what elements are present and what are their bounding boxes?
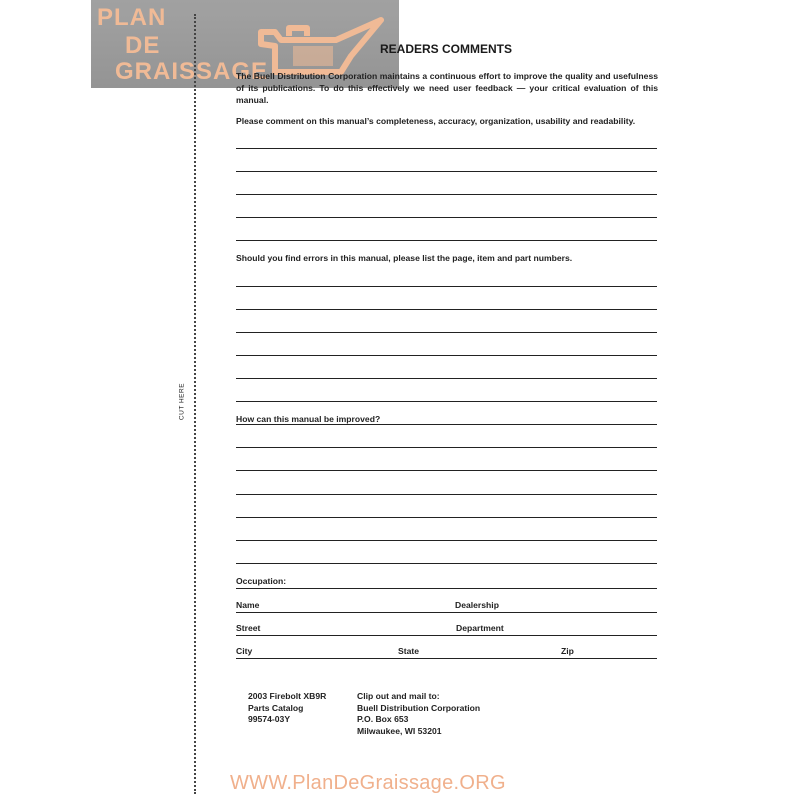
- answer-line[interactable]: [236, 424, 657, 425]
- street-department-field[interactable]: [236, 635, 657, 636]
- answer-line[interactable]: [236, 332, 657, 333]
- answer-line[interactable]: [236, 171, 657, 172]
- department-label: Department: [456, 623, 504, 633]
- dealership-label: Dealership: [455, 600, 499, 610]
- state-label: State: [398, 646, 420, 656]
- cut-line: [194, 14, 196, 794]
- answer-line[interactable]: [236, 355, 657, 356]
- occupation-label: Occupation:: [236, 576, 287, 586]
- mail-company: Buell Distribution Corporation: [357, 702, 481, 713]
- answer-line[interactable]: [236, 240, 657, 241]
- answer-line[interactable]: [236, 194, 657, 195]
- intro-paragraph: The Buell Distribution Corporation maintains a continuous effort to improve the quality and usefulness of its publications. To do this effectively we need user feedback — your critical evaluation of this manual.: [236, 71, 658, 105]
- answer-line[interactable]: [236, 286, 657, 287]
- name-label: Name: [236, 600, 260, 610]
- answer-line[interactable]: [236, 447, 657, 448]
- answer-line[interactable]: [236, 401, 657, 402]
- answer-line[interactable]: [236, 540, 657, 541]
- cut-here-label: CUT HERE: [179, 372, 186, 432]
- question-improve: How can this manual be improved?: [236, 414, 381, 424]
- answer-line[interactable]: [236, 470, 657, 471]
- answer-line[interactable]: [236, 217, 657, 218]
- mail-city: Milwaukee, WI 53201: [357, 725, 442, 736]
- logo-text-plan: PLAN: [97, 4, 167, 31]
- mail-po-box: P.O. Box 653: [357, 714, 409, 724]
- catalog-model: 2003 Firebolt XB9R: [248, 691, 327, 701]
- name-dealership-field[interactable]: [236, 612, 657, 613]
- answer-line[interactable]: [236, 517, 657, 518]
- catalog-type: Parts Catalog: [248, 702, 304, 713]
- occupation-field[interactable]: [236, 588, 657, 589]
- mailing-address: [357, 691, 480, 737]
- answer-line[interactable]: [236, 494, 657, 495]
- question-completeness: Please comment on this manual’s completeness, accuracy, organization, usability and readability.: [236, 116, 636, 126]
- answer-line[interactable]: [236, 148, 657, 149]
- logo-text-de: DE: [125, 32, 161, 59]
- watermark-url: WWW.PlanDeGraissage.ORG: [230, 772, 506, 794]
- answer-line[interactable]: [236, 563, 657, 564]
- catalog-info: [248, 691, 326, 726]
- street-label: Street: [236, 623, 261, 633]
- city-state-zip-field[interactable]: [236, 658, 657, 659]
- question-errors: Should you find errors in this manual, please list the page, item and part numbers.: [236, 253, 573, 263]
- city-label: City: [236, 646, 253, 656]
- zip-label: Zip: [561, 646, 574, 656]
- logo-text-graissage: GRAISSAGE: [115, 58, 269, 85]
- page-title: READERS COMMENTS: [379, 42, 512, 56]
- mail-instruction: Clip out and mail to:: [357, 691, 440, 701]
- answer-line[interactable]: [236, 378, 657, 379]
- catalog-number: 99574-03Y: [248, 714, 291, 724]
- answer-line[interactable]: [236, 309, 657, 310]
